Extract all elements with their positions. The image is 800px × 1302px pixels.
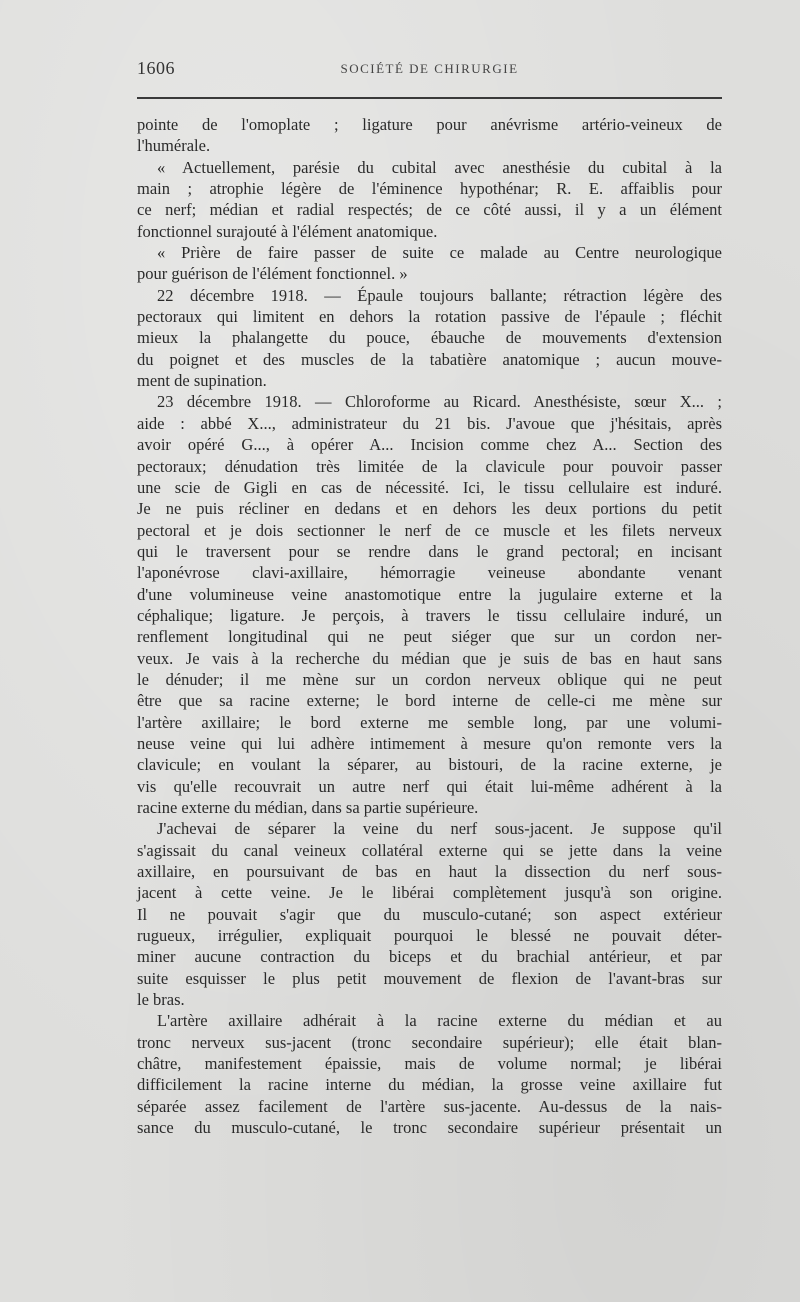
text-line: fonctionnel surajouté à l'élément anatomique. <box>137 221 438 241</box>
text-line: du poignet et des muscles de la tabatière anatomique ; aucun mouve- <box>137 349 722 369</box>
text-line: L'artère axillaire adhérait à la racine externe du médian et au <box>157 1011 722 1031</box>
text-line: pour guérison de l'élément fonctionnel. » <box>137 264 408 284</box>
text-line: châtre, manifestement épaissie, mais de volume normal; je libérai <box>137 1054 722 1074</box>
text-line: l'aponévrose clavi-axillaire, hémorragie veineuse abondante venant <box>137 563 722 583</box>
text-line: Il ne pouvait s'agir que du musculo-cutané; son aspect extérieur <box>137 904 722 924</box>
page-number: 1606 <box>137 58 175 78</box>
text-line: l'humérale. <box>137 136 211 156</box>
text-line: difficilement la racine interne du médian, la grosse veine axillaire fut <box>137 1075 722 1095</box>
text-line: « Prière de faire passer de suite ce malade au Centre neurologique <box>157 243 722 263</box>
text-line: céphalique; ligature. Je perçois, à travers le tissu cellulaire induré, un <box>137 605 722 625</box>
text-line: avoir opéré G..., à opérer A... Incision comme chez A... Section des <box>137 435 722 455</box>
text-line: vis qu'elle recouvrait un autre nerf qui était lui-même adhérent à la <box>137 776 722 796</box>
text-line: aide : abbé X..., administrateur du 21 bis. J'avoue que j'hésitais, après <box>137 413 722 433</box>
text-line: Je ne puis récliner en dedans et en dehors les deux portions du petit <box>137 499 722 519</box>
text-line: le dénuder; il me mène sur un cordon nerveux oblique qui ne peut <box>137 669 722 689</box>
text-line: être que sa racine externe; le bord interne de celle-ci me mène sur <box>137 691 722 711</box>
text-line: racine externe du médian, dans sa partie supérieure. <box>137 798 479 817</box>
text-line: une scie de Gigli en cas de nécessité. Ici, le tissu cellulaire est induré. <box>137 477 722 497</box>
page-header <box>137 58 722 88</box>
text-line: miner aucune contraction du biceps et du brachial antérieur, et par <box>137 947 722 967</box>
text-line: s'agissait du canal veineux collatéral externe qui se jette dans la veine <box>137 840 722 860</box>
text-line: le bras. <box>137 990 185 1010</box>
text-line: qui le traversent pour se rendre dans le grand pectoral; en incisant <box>137 541 722 561</box>
text-line: ment de supination. <box>137 371 267 391</box>
text-line: l'artère axillaire; le bord externe me semble long, par une volumi- <box>137 712 722 732</box>
body-text <box>137 114 722 1139</box>
text-line: neuse veine qui lui adhère intimement à mesure qu'on remonte vers la <box>137 733 722 753</box>
text-line: jacent à cette veine. Je le libérai complètement jusqu'à son origine. <box>137 883 722 903</box>
text-line: pectoraux qui limitent en dehors la rotation passive de l'épaule ; fléchit <box>137 307 722 327</box>
text-line: rugueux, irrégulier, expliquait pourquoi le blessé ne pouvait déter- <box>137 926 722 946</box>
text-line: pointe de l'omoplate ; ligature pour anévrisme artério-veineux de <box>137 115 722 134</box>
text-line: J'achevai de séparer la veine du nerf sous-jacent. Je suppose qu'il <box>157 819 722 839</box>
text-line: 23 décembre 1918. — Chloroforme au Ricard. Anesthésiste, sœur X... ; <box>157 392 722 412</box>
text-line: sance du musculo-cutané, le tronc secondaire supérieur présentait un <box>137 1118 722 1138</box>
text-line: mieux la phalangette du pouce, ébauche de mouvements d'extension <box>137 328 722 348</box>
running-head: SOCIÉTÉ DE CHIRURGIE <box>340 61 519 76</box>
header-rule <box>137 97 722 99</box>
text-line: d'une volumineuse veine anastomotique entre la jugulaire externe et la <box>137 584 722 604</box>
text-line: pectoral et je dois sectionner le nerf de ce muscle et les filets nerveux <box>137 520 722 540</box>
text-line: tronc nerveux sus-jacent (tronc secondaire supérieur); elle était blan- <box>137 1032 722 1052</box>
text-line: séparée assez facilement de l'artère sus-jacente. Au-dessus de la nais- <box>137 1096 722 1116</box>
text-line: 22 décembre 1918. — Épaule toujours ballante; rétraction légère des <box>157 285 722 305</box>
text-line: suite esquisser le plus petit mouvement de flexion de l'avant-bras sur <box>137 968 722 988</box>
text-line: « Actuellement, parésie du cubital avec anesthésie du cubital à la <box>157 157 722 177</box>
text-line: veux. Je vais à la recherche du médian que je suis de bas en haut sans <box>137 648 722 668</box>
text-line: ce nerf; médian et radial respectés; de ce côté aussi, il y a un élément <box>137 200 722 220</box>
text-line: renflement longitudinal qui ne peut siéger que sur un cordon ner- <box>137 627 722 647</box>
text-line: clavicule; en voulant la séparer, au bistouri, de la racine externe, je <box>137 755 722 775</box>
text-line: main ; atrophie légère de l'éminence hypothénar; R. E. affaiblis pour <box>137 179 722 199</box>
text-line: pectoraux; dénudation très limitée de la clavicule pour pouvoir passer <box>137 456 722 476</box>
text-line: axillaire, en poursuivant de bas en haut la dissection du nerf sous- <box>137 862 722 882</box>
